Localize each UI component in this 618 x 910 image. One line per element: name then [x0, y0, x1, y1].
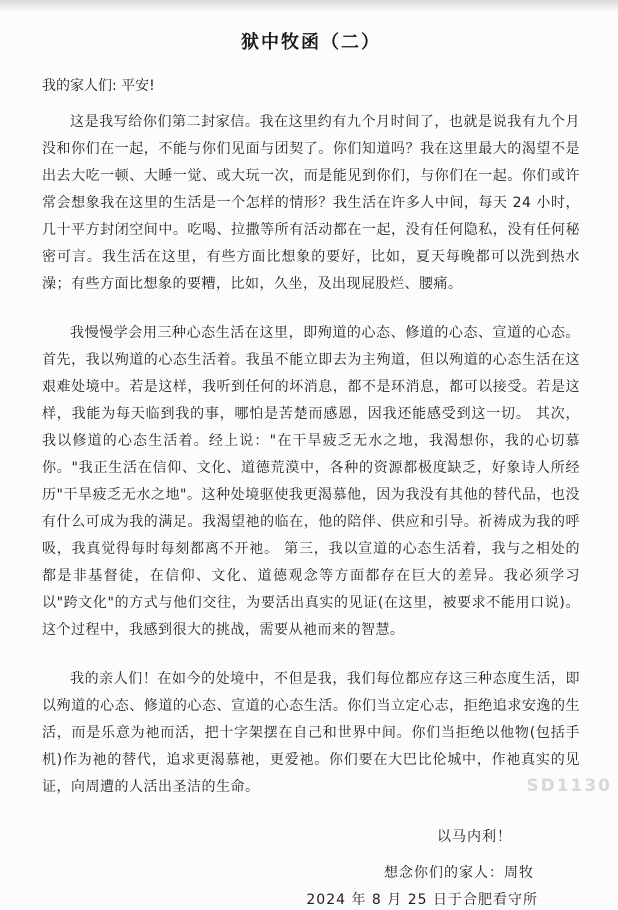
closing-emmanuel: 以马内利！ — [437, 829, 512, 845]
page-title: 狱中牧函（二） — [241, 32, 381, 53]
watermark: SD1130 — [526, 776, 612, 796]
scan-edge-shadow — [0, 0, 618, 12]
letter-paragraph-3: 我的亲人们！在如今的处境中，不但是我，我们每位都应存这三种态度生活，即以殉道的心态、修道的心态、宣道的心态生活。你们当立定心志，拒绝追求安逸的生活，而是乐意为祂而活，把十字架摆在自己和世界中间。你们当拒绝以他物(包括手机)作为祂的替代，追求更渴慕祂，更爱祂。你们要在大巴比伦城中，作祂真实的见证，向周遭的人活出圣洁的生命。 — [42, 671, 580, 795]
letter-paragraph-2: 我慢慢学会用三种心态生活在这里，即殉道的心态、修道的心态、宣道的心态。首先，我以殉道的心态生活着。我虽不能立即去为主殉道，但以殉道的心态生活在这艰难处境中。若是这样，我听到任何的坏消息，都不是环消息，都可以接受。若是这样，我能为每天临到我的事，哪怕是苦楚而感恩，因我还能感受到这一切。 其次，我以修道的心态生活着。经上说："在干旱疲乏无水之地，我渴想你，我的心切慕你。"我正生活在信仰、文化、道德荒漠中，各种的资源都极度缺乏，好象诗人所经历"干旱疲乏无水之地"。这种处境驱使我更渴慕他，因为我没有其他的替代品，也没有什么可成为我的满足。我渴望祂的临在，他的陪伴、供应和引导。祈祷成为我的呼吸，我真觉得每时每刻都离不开祂。 第三，我以宣道的心态生活着，我与之相处的都是非基督徒，在信仰、文化、道德观念等方面都存在巨大的差异。我必须学习以"跨文化"的方式与他们交往，为要活出真实的见证(在这里，被要求不能用口说)。这个过程中，我感到很大的挑战，需要从祂而来的智慧。 — [42, 325, 580, 638]
letter-paragraph-1: 这是我写给你们第二封家信。我在这里约有九个月时间了，也就是说我有九个月没和你们在一起，不能与你们见面与团契了。你们知道吗？我在这里最大的渴望不是出去大吃一顿、大睡一觉、或大玩一次，而是能见到你们，与你们在一起。你们或许常会想象我在这里的生活是一个怎样的情形？我生活在许多人中间，每天 24 小时，几十平方封闭空间中。吃喝、拉撒等所有活动都在一起，没有任何隐私，没有任何秘密可言。我生活在这里，有些方面比想象的要好，比如，夏天每晚都可以洗到热水澡；有些方面比想象的要糟，比如，久坐，及出现屁股烂、腰痛。 — [42, 114, 580, 292]
date-line: 2024 年 8 月 25 日于合肥看守所 — [306, 892, 538, 908]
salutation: 我的家人们: 平安! — [42, 78, 155, 94]
signature-line: 想念你们的家人：周牧 — [384, 865, 534, 881]
